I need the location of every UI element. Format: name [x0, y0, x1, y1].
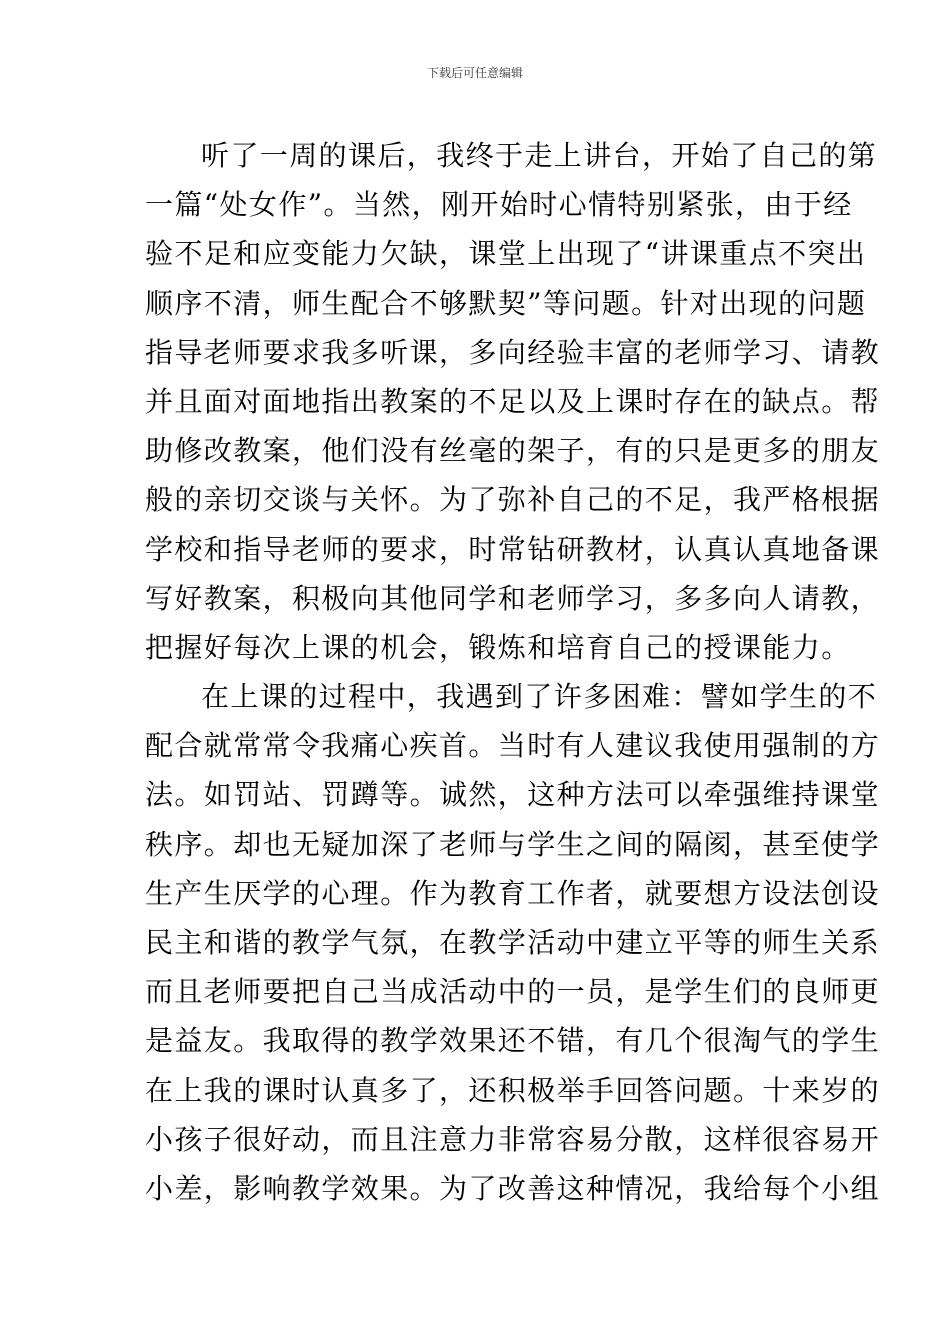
- paragraph-1-line-7: 助修改教案，他们没有丝毫的架子，有的只是更多的朋友: [145, 434, 881, 468]
- paragraph-2-line-6: 民主和谐的教学气氛，在教学活动中建立平等的师生关系: [145, 926, 881, 959]
- paragraph-1-line-10: 写好教案，积极向其他同学和老师学习，多多向人请教，: [145, 581, 881, 615]
- paragraph-2-line-3: 法。如罚站、罚蹲等。诚然，这种方法可以牵强维持课堂: [145, 778, 881, 812]
- paragraph-2-line-8: 是益友。我取得的教学效果还不错，有几个很淘气的学生: [145, 1024, 881, 1058]
- paragraph-1-line-8: 般的亲切交谈与关怀。为了弥补自己的不足，我严格根据: [145, 483, 881, 517]
- paragraph-1-line-11: 把握好每次上课的机会，锻炼和培育自己的授课能力。: [145, 630, 851, 664]
- paragraph-1-line-2: 一篇“处女作”。当然，刚开始时心情特别紧张，由于经: [145, 188, 853, 222]
- paragraph-2-line-10: 小孩子很好动，而且注意力非常容易分散，这样很容易开: [145, 1122, 881, 1156]
- paragraph-1-line-1: 听了一周的课后，我终于走上讲台，开始了自己的第: [201, 139, 878, 172]
- paragraph-2-line-7: 而且老师要把自己当成活动中的一员，是学生们的良师更: [145, 975, 881, 1009]
- paragraph-1-line-4: 顺序不清，师生配合不够默契”等问题。针对出现的问题: [145, 286, 867, 320]
- paragraph-1-line-3: 验不足和应变能力欠缺，课堂上出现了“讲课重点不突出: [145, 237, 867, 271]
- paragraph-2-line-9: 在上我的课时认真多了，还积极举手回答问题。十来岁的: [145, 1073, 881, 1107]
- document-body: [145, 131, 881, 1213]
- paragraph-2-line-1: 在上课的过程中，我遇到了许多困难：譬如学生的不: [201, 680, 878, 714]
- paragraph-2-line-5: 生产生厌学的心理。作为教育工作者，就要想方设法创设: [145, 876, 881, 910]
- paragraph-2-line-2: 配合就常常令我痛心疾首。当时有人建议我使用强制的方: [145, 729, 881, 763]
- paragraph-2-line-11: 小差，影响教学效果。为了改善这种情况，我给每个小组: [145, 1171, 881, 1205]
- paragraph-1-line-6: 并且面对面地指出教案的不足以及上课时存在的缺点。帮: [145, 384, 881, 418]
- paragraph-1-line-9: 学校和指导老师的要求，时常钻研教材，认真认真地备课: [145, 532, 881, 566]
- paragraph-2-line-4: 秩序。却也无疑加深了老师与学生之间的隔阂，甚至使学: [145, 827, 881, 861]
- paragraph-1-line-5: 指导老师要求我多听课，多向经验丰富的老师学习、请教: [145, 335, 881, 369]
- page-header: 下载后可任意编辑: [426, 66, 523, 80]
